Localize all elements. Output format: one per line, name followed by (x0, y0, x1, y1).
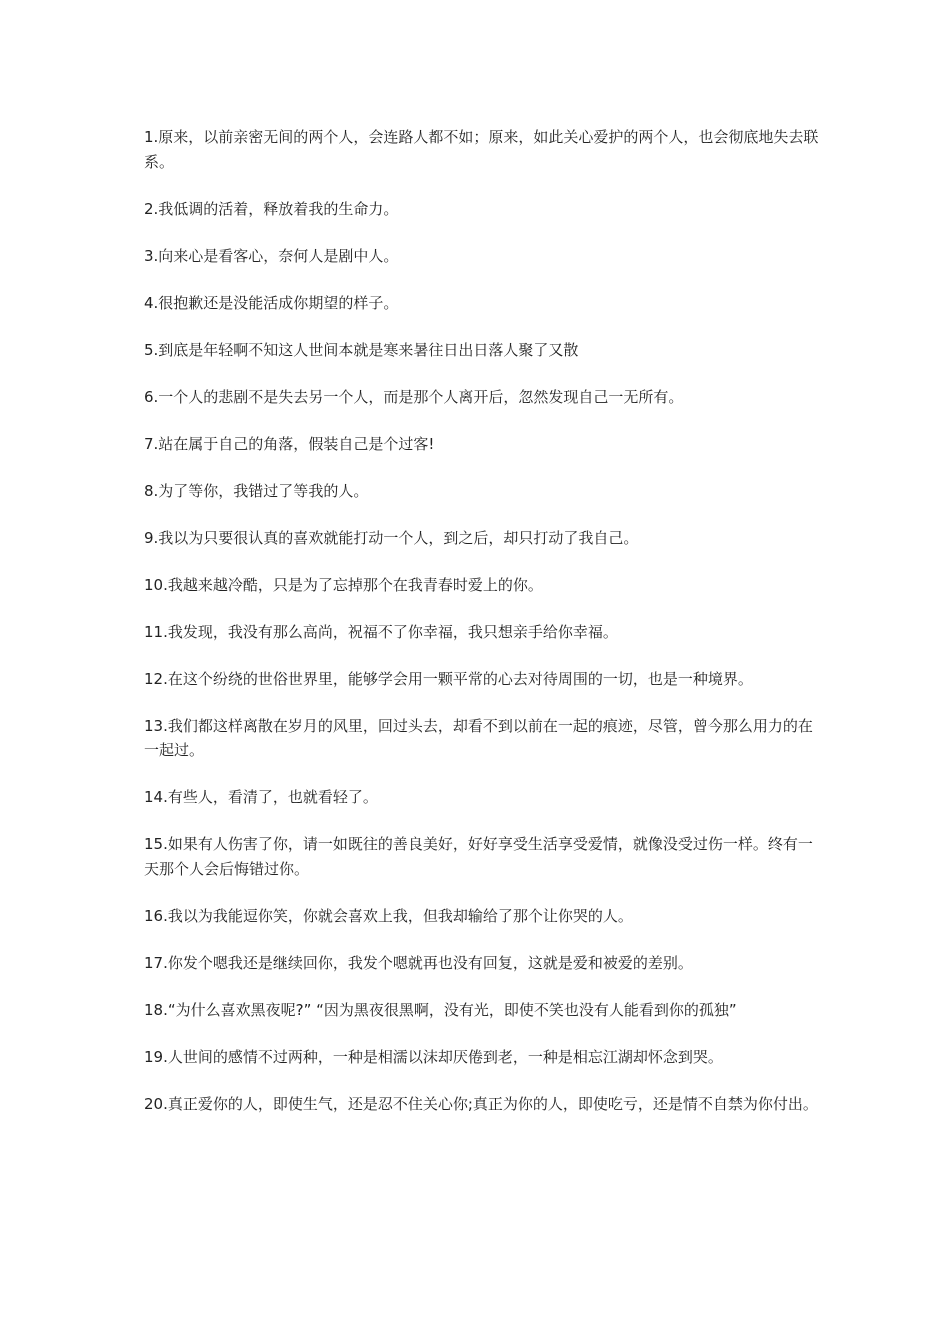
paragraph-1: 1.原来，以前亲密无间的两个人，会连路人都不如；原来，如此关心爱护的两个人，也会彻底地失去联系。 (144, 128, 819, 171)
paragraph-14: 14.有些人，看清了，也就看轻了。 (144, 788, 378, 806)
paragraph-5: 5.到底是年轻啊不知这人世间本就是寒来暑往日出日落人聚了又散 (144, 340, 579, 359)
paragraph-13: 13.我们都这样离散在岁月的风里，回过头去，却看不到以前在一起的痕迹，尽管，曾今那么用力的在一起过。 (144, 716, 813, 759)
paragraph-16: 16.我以为我能逗你笑，你就会喜欢上我，但我却输给了那个让你哭的人。 (144, 906, 633, 925)
paragraph-3: 3.向来心是看客心，奈何人是剧中人。 (144, 246, 399, 265)
paragraph-18: 18.“为什么喜欢黑夜呢?” “因为黑夜很黑啊，没有光，即使不笑也没有人能看到你的孤独” (144, 1000, 737, 1019)
paragraph-19: 19.人世间的感情不过两种，一种是相濡以沫却厌倦到老，一种是相忘江湖却怀念到哭。 (144, 1047, 723, 1066)
paragraph-9: 9.我以为只要很认真的喜欢就能打动一个人，到之后，却只打动了我自己。 (144, 528, 639, 547)
paragraph-2: 2.我低调的活着，释放着我的生命力。 (144, 199, 399, 218)
paragraph-15: 15.如果有人伤害了你，请一如既往的善良美好，好好享受生活享受爱情，就像没受过伤一样。终有一天那个人会后悔错过你。 (144, 835, 813, 878)
paragraph-7: 7.站在属于自己的角落，假装自己是个过客! (144, 434, 435, 453)
paragraph-17: 17.你发个嗯我还是继续回你，我发个嗯就再也没有回复，这就是爱和被爱的差别。 (144, 953, 693, 972)
paragraph-4: 4.很抱歉还是没能活成你期望的样子。 (144, 293, 399, 312)
paragraph-10: 10.我越来越冷酷，只是为了忘掉那个在我青春时爱上的你。 (144, 575, 543, 594)
paragraph-12: 12.在这个纷绕的世俗世界里，能够学会用一颗平常的心去对待周围的一切，也是一种境界。 (144, 669, 753, 688)
paragraph-8: 8.为了等你，我错过了等我的人。 (144, 481, 369, 500)
paragraph-6: 6.一个人的悲剧不是失去另一个人，而是那个人离开后，忽然发现自己一无所有。 (144, 387, 684, 406)
document-body (144, 125, 824, 1139)
paragraph-20: 20.真正爱你的人，即使生气，还是忍不住关心你;真正为你的人，即使吃亏，还是情不自禁为你付出。 (144, 1094, 818, 1113)
paragraph-11: 11.我发现，我没有那么高尚，祝福不了你幸福，我只想亲手给你幸福。 (144, 622, 618, 641)
